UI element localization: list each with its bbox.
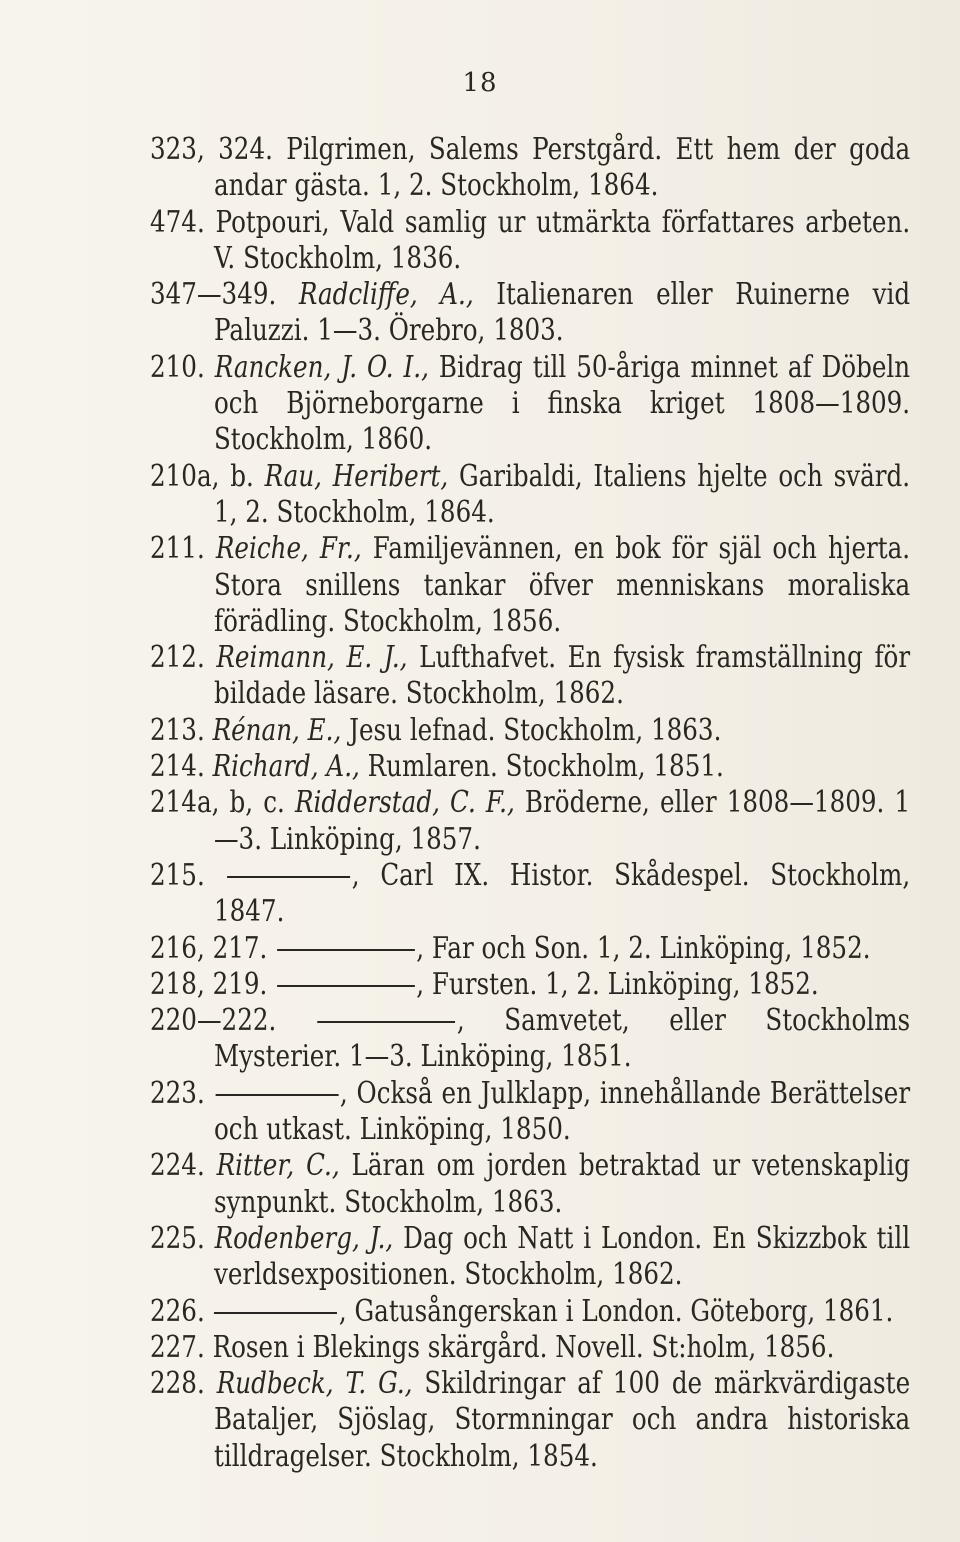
catalog-list (150, 132, 910, 1475)
entry-text: Lufthafvet. En fysisk framställning för bildade läsare. Stockholm, 1862. (213, 640, 911, 712)
entry-author: Rodenberg, J., (214, 1220, 394, 1256)
catalog-entry (150, 713, 910, 749)
entry-text: Rumlaren. Stockholm, 1851. (367, 749, 724, 785)
entry-text: Potpouri, Vald samlig ur utmärkta författares arbeten. V. Stockholm, 1836. (213, 204, 911, 276)
entry-number: 226. (150, 1293, 205, 1329)
ditto-dash (318, 1021, 456, 1023)
catalog-entry (150, 1076, 910, 1149)
entry-number: 214a, b, c. (150, 785, 285, 821)
entry-number: 210. (150, 349, 205, 385)
catalog-entry (150, 1148, 910, 1221)
entry-number: 223. (150, 1075, 205, 1111)
catalog-entry (150, 1366, 910, 1475)
entry-author: Reiche, Fr., (215, 531, 362, 567)
catalog-entry (150, 277, 910, 350)
entry-text: Läran om jorden betraktad ur vetenskaplig synpunkt. Stockholm, 1863. (213, 1148, 911, 1220)
ditto-dash (214, 1312, 337, 1314)
catalog-entry (150, 858, 910, 931)
entry-text: Familjevännen, en bok för själ och hjerta. Stora snillens tankar öfver menniskans moraliska förädling. Stockholm, 1856. (213, 531, 911, 639)
entry-text: , Också en Julklapp, innehållande Berättelser och utkast. Linköping, 1850. (213, 1075, 911, 1148)
entry-author: Radcliffe, A., (298, 277, 474, 313)
entry-text: Rosen i Blekings skärgård. Novell. St:holm, 1856. (212, 1329, 835, 1365)
catalog-entry (150, 350, 910, 459)
catalog-entry (150, 132, 910, 205)
catalog-entry (150, 967, 910, 1003)
entry-text: Bröderne, eller 1808—1809. 1—3. Linköping, 1857. (213, 785, 911, 857)
catalog-entry (150, 1330, 910, 1366)
entry-text: Bidrag till 50-åriga minnet af Döbeln och Björneborgarne i finska kriget 1808—1809. Stockholm, 1860. (213, 349, 911, 458)
entry-number: 214. (150, 749, 205, 785)
entry-author: Rancken, J. O. I., (214, 349, 429, 385)
ditto-dash (277, 949, 415, 951)
ditto-dash (227, 876, 350, 878)
ditto-dash (215, 1094, 338, 1096)
ditto-dash (277, 985, 415, 987)
entry-text: Pilgrimen, Salems Perstgård. Ett hem der goda andar gästa. 1, 2. Stockholm, 1864. (213, 132, 911, 204)
entry-text: Dag och Natt i London. En Skizzbok till verldsexpositionen. Stockholm, 1862. (213, 1220, 911, 1293)
entry-number: 225. (150, 1220, 205, 1256)
entry-number: 228. (150, 1366, 205, 1402)
entry-author: Rau, Heribert, (264, 458, 449, 494)
entry-text: Garibaldi, Italiens hjelte och svärd. 1, 2. Stockholm, 1864. (213, 458, 911, 530)
entry-text: Skildringar af 100 de märkvärdigaste Bataljer, Sjöslag, Stormningar och andra historiska tilldragelser. Stockholm, 1854. (213, 1366, 911, 1474)
entry-number: 212. (150, 640, 205, 676)
entry-number: 323, 324. (150, 132, 273, 167)
entry-number: 224. (150, 1148, 205, 1184)
entry-number: 218, 219. (150, 966, 268, 1002)
catalog-entry (150, 531, 910, 640)
entry-text: , Gatusångerskan i London. Göteborg, 1861. (338, 1293, 894, 1329)
catalog-entry (150, 1221, 910, 1294)
entry-number: 220—222. (150, 1003, 277, 1039)
catalog-entry (150, 785, 910, 858)
catalog-entry (150, 749, 910, 785)
entry-number: 474. (150, 204, 205, 240)
entry-text: , Samvetet, eller Stockholms Mysterier. 1—3. Linköping, 1851. (213, 1003, 911, 1075)
entry-author: Ridderstad, C. F., (294, 785, 515, 821)
entry-author: Rénan, E., (212, 712, 342, 748)
entry-text: , Fursten. 1, 2. Linköping, 1852. (416, 966, 819, 1002)
catalog-entry (150, 459, 910, 532)
entry-author: Reimann, E. J., (216, 640, 408, 676)
catalog-entry (150, 1294, 910, 1330)
entry-number: 211. (150, 531, 205, 567)
entry-number: 227. (150, 1329, 205, 1365)
catalog-entry (150, 640, 910, 713)
entry-author: Richard, A., (212, 749, 360, 785)
entry-number: 210a, b. (150, 458, 254, 494)
entry-text: , Carl IX. Histor. Skådespel. Stockholm, 1847. (213, 857, 911, 930)
entry-number: 216, 217. (150, 930, 268, 966)
entry-text: , Far och Son. 1, 2. Linköping, 1852. (416, 930, 871, 966)
entry-author: Ritter, C., (216, 1148, 340, 1184)
entry-text: Italienaren eller Ruinerne vid Paluzzi. 1—3. Örebro, 1803. (213, 277, 911, 349)
entry-text: Jesu lefnad. Stockholm, 1863. (349, 712, 722, 748)
entry-number: 213. (150, 712, 205, 748)
entry-number: 215. (150, 857, 205, 893)
catalog-entry (150, 931, 910, 967)
catalog-entry (150, 1003, 910, 1076)
page-number: 18 (462, 68, 498, 98)
catalog-entry (150, 205, 910, 278)
entry-author: Rudbeck, T. G., (216, 1366, 413, 1402)
entry-number: 347—349. (150, 277, 277, 313)
